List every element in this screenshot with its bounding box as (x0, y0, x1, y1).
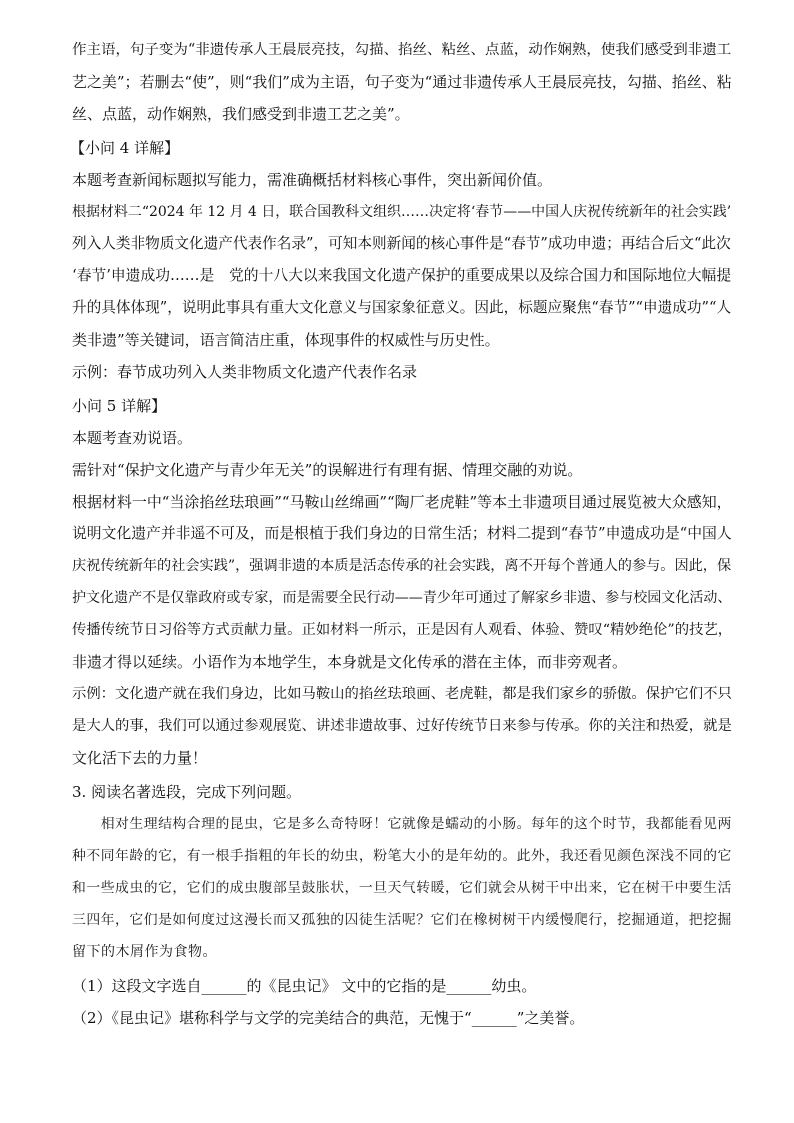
text-line: 类非遗”等关键词，语言简洁庄重，体现事件的权威性与历史性。 (72, 331, 500, 349)
question-3-heading: 3. 阅读名著选段，完成下列问题。 (72, 783, 302, 801)
text-line: 丝、点蓝，动作娴熟，我们感受到非遗工艺之美”。 (72, 105, 410, 123)
text-line: 护文化遗产不是仅靠政府或专家，而是需要全民行动——青少年可通过了解家乡非遗、参与校园文化活动、 (72, 590, 732, 606)
text-line: 庆祝传统新年的社会实践”，强调非遗的本质是活态传承的社会实践，离不开每个普通人的参与。因此，保 (72, 558, 732, 574)
text-line: 说明文化遗产并非遥不可及，而是根植于我们身边的日常生活；材料二提到“春节”申遗成功是“中国人 (72, 525, 732, 542)
example-answer: 示例：文化遗产就在我们身边，比如马鞍山的掐丝珐琅画、老虎鞋，都是我们家乡的骄傲。保护它们不只 (72, 686, 732, 702)
text-line: 列入人类非物质文化遗产代表作名录”，可知本则新闻的核心事件是“春节”成功申遗；再结合后文“此次 (72, 235, 731, 252)
text-line: 艺之美”；若删去“使”，则“我们”成为主语，句子变为“通过非遗传承人王晨辰亮技，勾描、掐丝、粘 (72, 73, 732, 91)
passage-line: 三四年，它们是如何度过这漫长而又孤独的囚徒生活呢？它们在橡树树干内缓慢爬行，挖掘通道，把挖掘 (72, 912, 732, 928)
text-line: 需针对“保护文化遗产与青少年无关”的误解进行有理有据、情理交融的劝说。 (72, 461, 583, 479)
text-line: 非遗才得以延续。小语作为本地学生，本身就是文化传承的潜在主体，而非旁观者。 (72, 653, 628, 671)
text-line: 本题考查劝说语。 (72, 429, 193, 447)
section-heading-q5: 小问 5 详解】 (72, 397, 167, 415)
text-line: ‘春节’申遗成功……是 党的十八大以来我国文化遗产保护的重要成果以及综合国力和国际地位大幅提 (72, 267, 732, 284)
text-line: 根据材料一中“当涂掐丝珐琅画”“马鞍山丝绵画”“陶厂老虎鞋”等本土非遗项目通过展览被大众感知， (72, 493, 732, 511)
text-line: 作主语，句子变为“非遗传承人王晨辰亮技，勾描、掐丝、粘丝、点蓝，动作娴熟，使我们感受到非遗工 (72, 42, 732, 58)
sub-question-1: （1）这段文字选自______的《昆虫记》 文中的它指的是______幼虫。 (72, 977, 537, 995)
passage-line: 相对生理结构合理的昆虫，它是多么奇特呀！它就像是蠕动的小肠。每年的这个时节，我都能看见两 (72, 816, 732, 832)
text-line: 文化活下去的力量！ (72, 749, 208, 767)
section-heading-q4: 【小问 4 详解】 (70, 139, 180, 157)
passage-line: 种不同年龄的它，有一根手指粗的年长的幼虫，粉笔大小的是年幼的。此外，我还看见颜色深浅不同的它 (72, 848, 732, 864)
text-line: 根据材料二“2024 年 12 月 4 日，联合国教科文组织……决定将‘春节——中国人庆祝传统新年的社会实践’ (72, 204, 732, 220)
passage-line: 和一些成虫的它，它们的成虫腹部呈鼓胀状，一旦天气转暖，它们就会从树干中出来，它在树干中要生活 (72, 880, 732, 896)
text-line: 本题考查新闻标题拟写能力，需准确概括材料核心事件，突出新闻价值。 (72, 171, 553, 189)
text-line: 是大人的事，我们可以通过参观展览、讲述非遗故事、过好传统节日来参与传承。你的关注和热爱，就是 (72, 718, 732, 734)
sub-question-2: （2）《昆虫记》堪称科学与文学的完美结合的典范，无愧于“______”之美誉。 (72, 1009, 585, 1027)
passage-line: 留下的木屑作为食物。 (72, 944, 217, 960)
text-line: 传播传统节日习俗等方式贡献力量。正如材料一所示，正是因有人观看、体验、赞叹“精妙绝伦”的技艺， (72, 622, 733, 638)
example-answer: 示例：春节成功列入人类非物质文化遗产代表作名录 (72, 363, 418, 381)
text-line: 升的具体体现”，说明此事具有重大文化意义与国家象征意义。因此，标题应聚焦“春节”“申遗成功”“人 (72, 299, 732, 316)
